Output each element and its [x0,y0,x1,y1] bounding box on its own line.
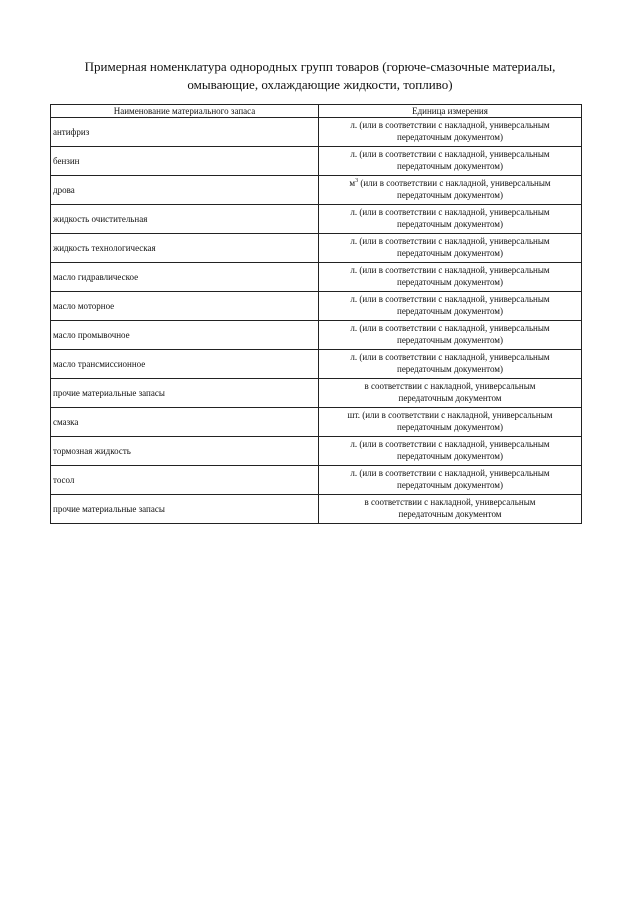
table-header-row [51,105,582,118]
material-name-cell: смазка [51,408,319,437]
unit-line-1 [319,496,581,508]
unit-text-line-2: передаточным документом) [397,480,503,490]
unit-line-1 [319,148,581,160]
document-title [60,58,580,94]
unit-text-line-1: (или в соответствии с накладной, универсальным [357,265,550,275]
unit-line-1 [319,467,581,479]
unit-text-line-1: (или в соответствии с накладной, универсальным [357,120,550,130]
unit-symbol: л. [350,236,358,246]
unit-symbol: шт. [347,410,360,420]
unit-text-line-2: передаточным документом [398,393,502,403]
unit-text-line-2: передаточным документом) [397,306,503,316]
unit-cell [319,379,582,408]
unit-text-line-2: передаточным документом) [397,161,503,171]
unit-cell [319,147,582,176]
material-name-cell: масло промывочное [51,321,319,350]
unit-symbol: л. [350,294,358,304]
unit-text-line-1: (или в соответствии с накладной, универсальным [357,323,550,333]
unit-cell [319,350,582,379]
material-name-cell: жидкость очистительная [51,205,319,234]
table-row [51,147,582,176]
unit-text-line-1: (или в соответствии с накладной, универсальным [357,294,550,304]
unit-superscript: 3 [355,178,359,184]
material-name-cell: тосол [51,466,319,495]
table-row [51,495,582,524]
unit-text-line-1: (или в соответствии с накладной, универсальным [357,352,550,362]
unit-symbol: л. [350,265,358,275]
unit-symbol: л. [350,439,358,449]
table-row [51,437,582,466]
material-name-cell: масло гидравлическое [51,263,319,292]
table-row [51,292,582,321]
header-material-name: Наименование материального запаса [51,105,319,118]
unit-line-1 [319,351,581,363]
unit-text-line-2: передаточным документом) [397,335,503,345]
material-name-cell: бензин [51,147,319,176]
unit-line-1 [319,438,581,450]
unit-text-line-1: в соответствии с накладной, универсальным [364,497,536,507]
unit-cell [319,495,582,524]
unit-cell [319,118,582,147]
material-name-cell: дрова [51,176,319,205]
unit-text-line-2: передаточным документом) [397,422,503,432]
material-name-cell: масло моторное [51,292,319,321]
unit-text-line-2: передаточным документом) [397,364,503,374]
unit-line-1 [319,293,581,305]
unit-symbol: м [349,178,356,188]
unit-line-1 [319,409,581,421]
table-row [51,379,582,408]
table-row [51,118,582,147]
table-body [51,118,582,524]
unit-line-1 [319,322,581,334]
unit-line-1 [319,119,581,131]
material-name-cell: прочие материальные запасы [51,495,319,524]
unit-symbol: л. [350,323,358,333]
unit-cell [319,176,582,205]
table-row [51,263,582,292]
table-row [51,234,582,263]
unit-text-line-2: передаточным документом) [397,248,503,258]
table-row [51,321,582,350]
table-row [51,408,582,437]
material-name-cell: антифриз [51,118,319,147]
unit-text-line-1: (или в соответствии с накладной, универсальным [357,468,550,478]
material-name-cell: тормозная жидкость [51,437,319,466]
unit-text-line-1: (или в соответствии с накладной, универсальным [357,236,550,246]
unit-symbol: л. [350,120,358,130]
unit-cell [319,234,582,263]
title-line-2: омывающие, охлаждающие жидкости, топливо) [187,77,453,92]
unit-text-line-1: (или в соответствии с накладной, универсальным [357,149,550,159]
unit-line-1 [319,380,581,392]
unit-symbol: л. [350,207,358,217]
unit-symbol: л. [350,149,358,159]
material-name-cell: масло трансмиссионное [51,350,319,379]
unit-line-1 [319,264,581,276]
table-row [51,350,582,379]
unit-symbol: л. [350,468,358,478]
unit-text-line-2: передаточным документом) [397,219,503,229]
unit-cell [319,437,582,466]
unit-text-line-2: передаточным документом) [397,451,503,461]
unit-cell [319,292,582,321]
unit-cell [319,263,582,292]
table-row [51,466,582,495]
unit-text-line-2: передаточным документом) [397,132,503,142]
material-name-cell: жидкость технологическая [51,234,319,263]
unit-cell [319,466,582,495]
unit-text-line-1: (или в соответствии с накладной, универсальным [359,410,553,420]
unit-cell [319,205,582,234]
header-unit: Единица измерения [319,105,582,118]
nomenclature-table [50,104,582,524]
unit-cell [319,321,582,350]
unit-text-line-1: (или в соответствии с накладной, универсальным [357,439,550,449]
unit-text-line-2: передаточным документом [398,509,502,519]
unit-symbol: л. [350,352,358,362]
material-name-cell: прочие материальные запасы [51,379,319,408]
unit-text-line-1: (или в соответствии с накладной, универсальным [357,207,550,217]
unit-cell [319,408,582,437]
table-row [51,176,582,205]
unit-text-line-1: (или в соответствии с накладной, универсальным [358,178,551,188]
table-row [51,205,582,234]
unit-text-line-2: передаточным документом) [397,277,503,287]
unit-text-line-2: передаточным документом) [397,190,503,200]
unit-line-1 [319,235,581,247]
unit-text-line-1: в соответствии с накладной, универсальным [364,381,536,391]
unit-line-1 [319,206,581,218]
title-line-1: Примерная номенклатура однородных групп товаров (горюче-смазочные материалы, [84,59,556,74]
unit-line-1 [319,177,581,189]
